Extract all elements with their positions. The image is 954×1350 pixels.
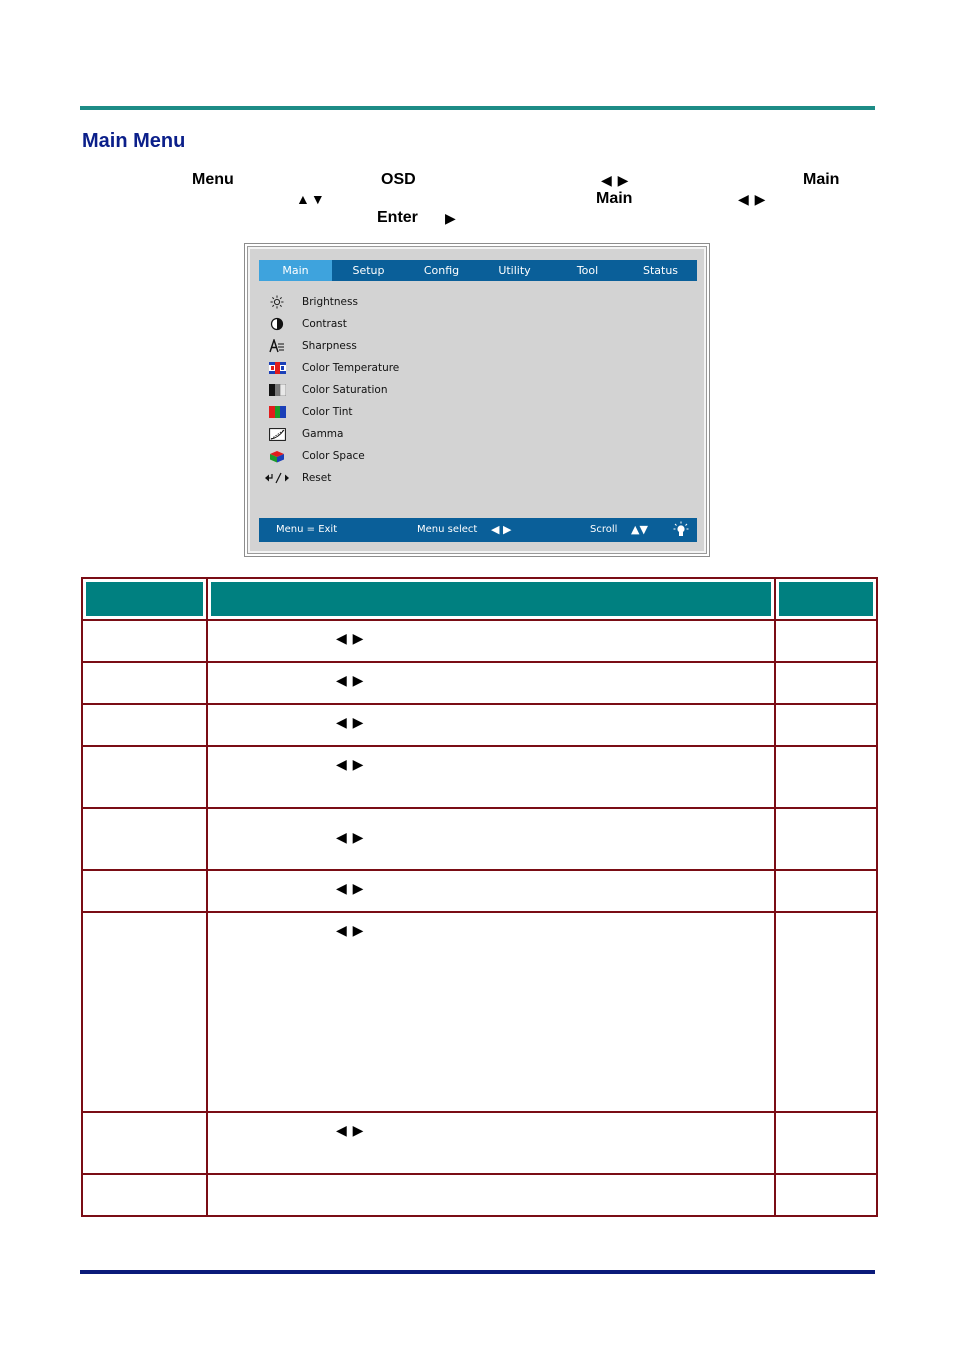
left-right-arrows-icon: ◀ ▶ (336, 672, 365, 688)
table-cell (775, 620, 877, 662)
menu-label-contrast: Contrast (302, 318, 347, 330)
table-row (82, 746, 877, 808)
tab-utility[interactable]: Utility (498, 264, 531, 277)
table-row (82, 620, 877, 662)
osd-panel (250, 249, 704, 551)
tab-main[interactable]: Main (259, 260, 332, 281)
left-right-arrows-icon: ◀ ▶ (336, 1122, 365, 1138)
table-cell (775, 808, 877, 870)
table-cell (207, 1112, 775, 1174)
menu-item-gamma[interactable] (268, 423, 399, 445)
left-right-arrows-icon: ◀ ▶ (336, 829, 365, 845)
table-cell (82, 662, 207, 704)
menu-item-color-tint[interactable] (268, 401, 399, 423)
enter-key-label: Enter (377, 209, 418, 226)
table-cell (207, 620, 775, 662)
reset-icon (264, 471, 290, 485)
menu-label-color-temperature: Color Temperature (302, 362, 400, 374)
table-cell (82, 912, 207, 1112)
up-down-arrows-icon: ▲▼ (631, 523, 648, 536)
right-arrow-icon: ▶ (445, 210, 457, 226)
menu-label-reset: Reset (302, 472, 332, 484)
left-right-arrows-icon: ◀ ▶ (336, 756, 365, 772)
left-right-arrows-icon-2: ◀ ▶ (738, 191, 767, 207)
left-right-arrows-icon: ◀ ▶ (491, 523, 512, 536)
osd-status-bar (259, 518, 697, 542)
table-cell (207, 746, 775, 808)
menu-item-brightness[interactable] (268, 291, 399, 313)
menu-label-color-tint: Color Tint (302, 406, 353, 418)
table-cell (775, 704, 877, 746)
main-key-label: Main (803, 171, 840, 188)
left-right-arrows-icon: ◀ ▶ (336, 880, 365, 896)
header-rule (80, 106, 875, 110)
color-tint-icon (268, 405, 286, 419)
table-cell (82, 1174, 207, 1216)
menu-label-color-saturation: Color Saturation (302, 384, 388, 396)
table-row (82, 704, 877, 746)
contrast-icon (268, 317, 286, 331)
table-cell (207, 1174, 775, 1216)
osd-screenshot (244, 243, 710, 557)
table-row (82, 662, 877, 704)
main-key-label-2: Main (596, 190, 633, 207)
menu-label-gamma: Gamma (302, 428, 344, 440)
menu-item-color-space[interactable] (268, 445, 399, 467)
brightness-icon (268, 295, 286, 309)
header-cell-description (207, 578, 775, 620)
color-saturation-icon (268, 383, 286, 397)
menu-item-color-temperature[interactable] (268, 357, 399, 379)
tab-status[interactable]: Status (642, 264, 679, 277)
gamma-icon (268, 427, 286, 441)
tab-setup[interactable]: Setup (352, 264, 385, 277)
scroll-hint: Scroll (590, 524, 618, 535)
color-temperature-icon (268, 361, 286, 375)
table-cell (207, 912, 775, 1112)
table-cell (207, 662, 775, 704)
table-cell (82, 620, 207, 662)
menu-label-color-space: Color Space (302, 450, 365, 462)
menu-item-reset[interactable] (268, 467, 399, 489)
table-cell (82, 746, 207, 808)
table-cell (775, 912, 877, 1112)
footer-rule (80, 1270, 875, 1274)
lamp-icon (673, 521, 689, 541)
color-space-icon (268, 449, 286, 463)
menu-label-brightness: Brightness (302, 296, 358, 308)
left-right-arrows-icon: ◀ ▶ (336, 630, 365, 646)
table-cell (82, 808, 207, 870)
table-cell (207, 808, 775, 870)
table-cell (775, 1174, 877, 1216)
left-right-arrows-icon: ◀ ▶ (601, 172, 630, 188)
left-right-arrows-icon: ◀ ▶ (336, 714, 365, 730)
menu-key-label: Menu (192, 171, 234, 188)
left-right-arrows-icon: ◀ ▶ (336, 922, 365, 938)
tab-config[interactable]: Config (423, 264, 460, 277)
table-row (82, 912, 877, 1112)
table-row (82, 808, 877, 870)
table-cell (82, 870, 207, 912)
menu-select-hint: Menu select (417, 524, 478, 535)
menu-item-color-saturation[interactable] (268, 379, 399, 401)
table-cell (775, 1112, 877, 1174)
osd-tab-bar (259, 260, 697, 281)
table-cell (82, 1112, 207, 1174)
osd-key-label: OSD (381, 171, 416, 188)
menu-item-contrast[interactable] (268, 313, 399, 335)
menu-label-sharpness: Sharpness (302, 340, 357, 352)
table-row (82, 870, 877, 912)
header-cell-item (82, 578, 207, 620)
table-row (82, 1174, 877, 1216)
table-row (82, 1112, 877, 1174)
section-title: Main Menu (82, 130, 186, 152)
function-table (81, 577, 878, 1217)
osd-menu-list (268, 291, 399, 489)
table-cell (207, 870, 775, 912)
up-down-arrows-icon: ▲▼ (296, 191, 326, 207)
table-cell (775, 870, 877, 912)
exit-hint: Menu = Exit (276, 524, 338, 535)
table-header-row (82, 578, 877, 620)
header-cell-reference (775, 578, 877, 620)
table-cell (775, 746, 877, 808)
menu-item-sharpness[interactable] (268, 335, 399, 357)
sharpness-icon (268, 339, 286, 353)
tab-tool[interactable]: Tool (576, 264, 599, 277)
table-cell (207, 704, 775, 746)
table-cell (775, 662, 877, 704)
table-cell (82, 704, 207, 746)
